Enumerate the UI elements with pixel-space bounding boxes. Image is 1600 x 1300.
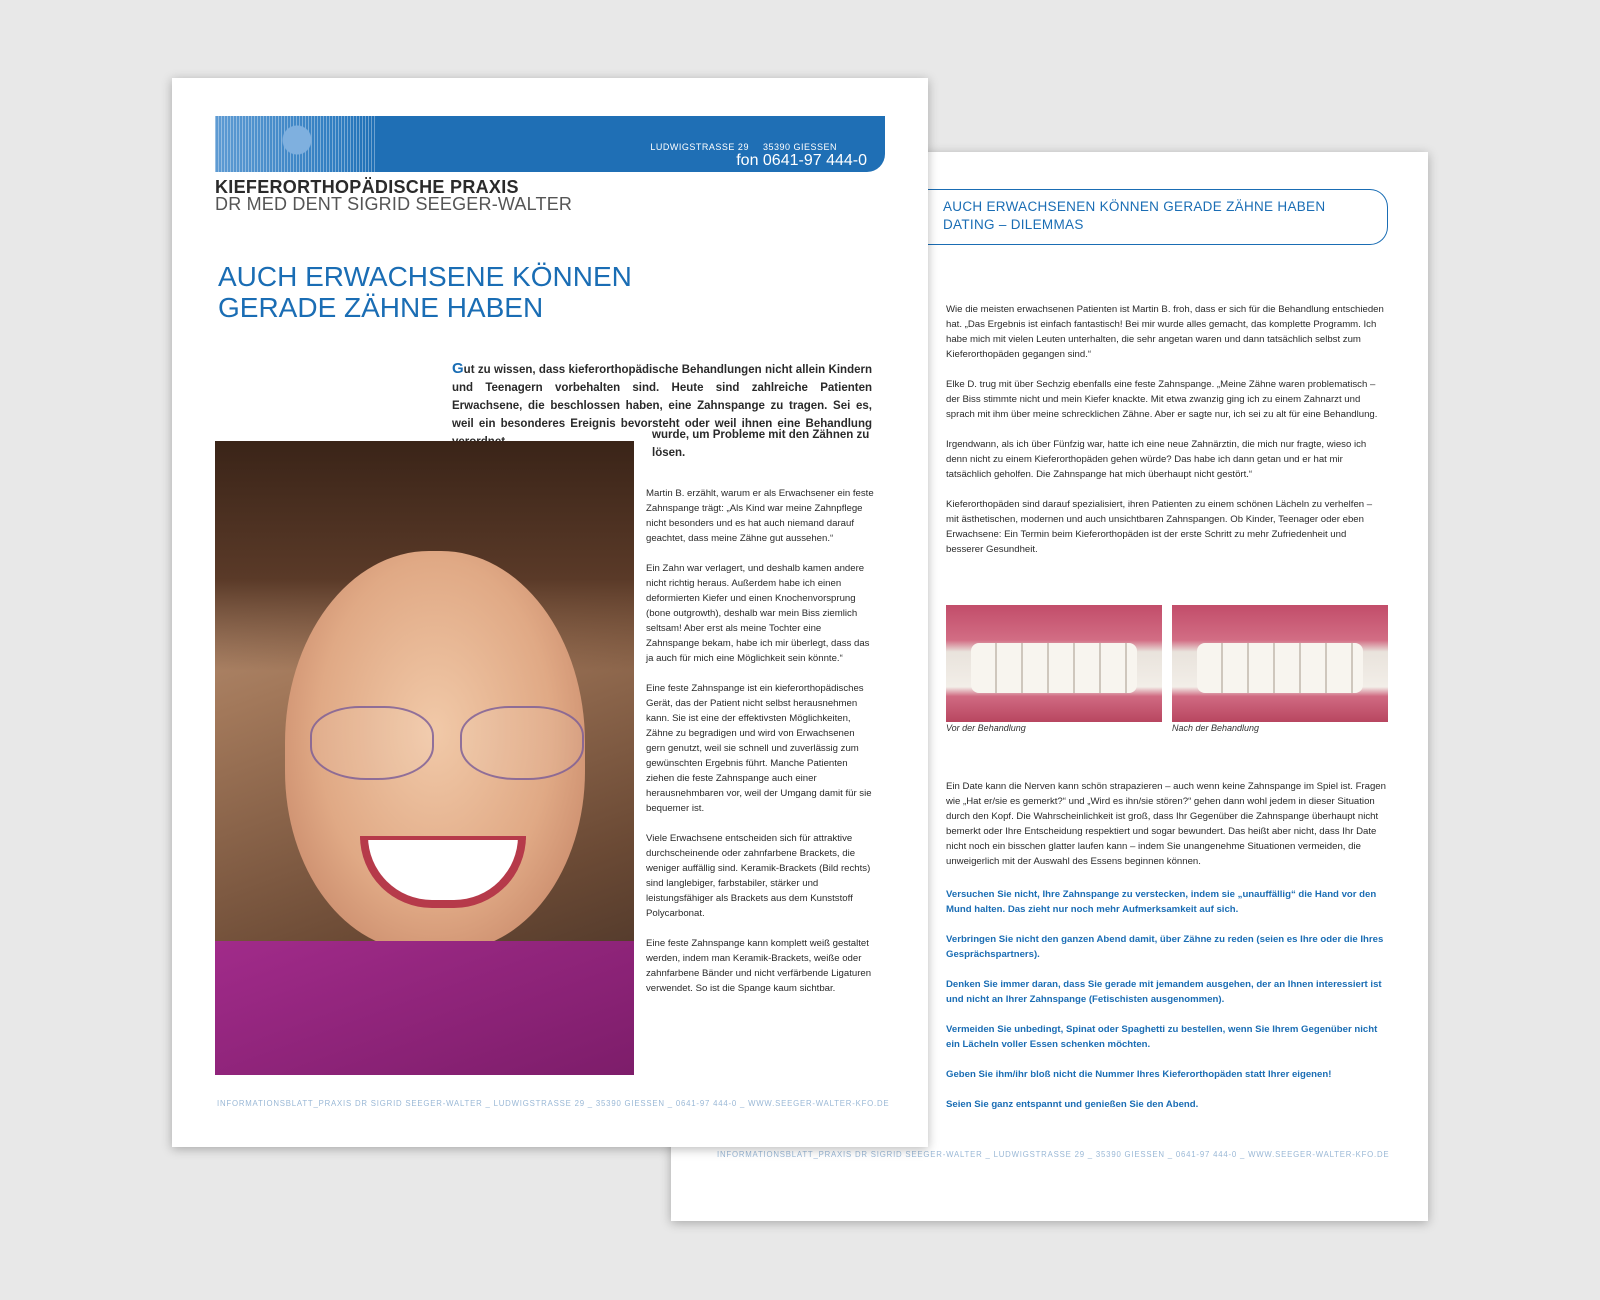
front-paragraph: Ein Zahn war verlagert, und deshalb kamen andere nicht richtig heraus. Außerdem habe ich einen deformierten Kiefer und einen Knochenvorsprung (bone outgrowth), deshalb war mein Biss ziemlich seltsam! Aber erst als meine Tochter eine Zahnspange bekam, habe ich mir überlegt, dass das ja auch für mich eine Möglichkeit sein könnte.“ [646,563,870,664]
tip-item: Geben Sie ihm/ihr bloß nicht die Nummer Ihres Kieferorthopäden statt Ihrer eigenen! [946,1069,1332,1080]
front-paragraph: Martin B. erzählt, warum er als Erwachsener ein feste Zahnspange trägt: „Als Kind war meine Zahnpflege nicht besonders und es hat auch niemand darauf geachtet, dass meine Zähne gut aussehen.“ [646,488,874,544]
page-title [218,261,718,323]
tip-item: Verbringen Sie nicht den ganzen Abend damit, über Zähne zu reden (seien es Ihre oder die Ihres Gesprächspartners). [946,934,1384,960]
back-paragraph: Wie die meisten erwachsenen Patienten ist Martin B. froh, dass er sich für die Behandlung entschieden hat. „Das Ergebnis ist einfach fantastisch! Bei mir wurde alles gemacht, das komplette Programm. Ich habe mich mit vielen Leuten unterhalten, die sehr angetan waren und dann tatsächlich selbst zum Kieferorthopäden gegangen sind.“ [946,304,1384,360]
woman-portrait-photo [215,441,634,1075]
doctor-portrait-graphic [215,116,375,172]
header-band [215,116,885,172]
front-paragraph: Eine feste Zahnspange kann komplett weiß gestaltet werden, indem man Keramik-Brackets, weiße oder zahnfarbene Bänder und nicht verfärbende Ligaturen verwendet. So ist die Spange kaum sichtbar. [646,938,872,994]
tip-item: Seien Sie ganz entspannt und genießen Sie den Abend. [946,1099,1199,1110]
title-line2: GERADE ZÄHNE HABEN [218,292,544,323]
front-footer: INFORMATIONSBLATT_PRAXIS DR SIGRID SEEGER-WALTER _ LUDWIGSTRASSE 29 _ 35390 GIESSEN _ 0641-97 444-0 _ WWW.SEEGER-WALTER-KFO.DE [217,1099,890,1108]
back-paragraph: Elke D. trug mit über Sechzig ebenfalls eine feste Zahnspange. „Meine Zähne waren problematisch – der Biss stimmte nicht und mein Kiefer knackte. Mit etwa zwanzig ging ich zu einem Zahnarzt und sprach mit ihm über meine schrecklichen Zähne. Aber er sagte nur, ich sei zu alt für eine Behandlung. [946,379,1378,420]
title-line1: AUCH ERWACHSENE KÖNNEN [218,261,632,292]
intro-dropcap: G [452,360,464,377]
header-address [636,142,837,152]
dating-text: Ein Date kann die Nerven kann schön strapazieren – auch wenn keine Zahnspange im Spiel ist. Fragen wie „Hat er/sie es gemerkt?“ und „Wird es ihn/sie stören?“ gehen dann wohl jedem in dieser Situation durch den Kopf. Die Wahrscheinlichkeit ist groß, dass Ihr Gegenüber die Zahnspange überhaupt nicht bemerkt oder Ihre Entscheidung respektiert und sogar bewundert. Das heißt aber nicht, dass Ihr Date nicht noch ein bisschen glatter laufen kann – indem Sie unangenehme Situationen vermeiden, die unweigerlich mit der Auswahl des Essens beginnen können. [946,781,1386,867]
front-page [172,78,928,1147]
back-body-text [946,302,1386,572]
tip-item: Vermeiden Sie unbedingt, Spinat oder Spaghetti zu bestellen, wenn Sie Ihrem Gegenüber nicht ein Lächeln voller Essen schenken möchten. [946,1024,1378,1050]
caption-after: Nach der Behandlung [1172,723,1260,733]
back-footer: INFORMATIONSBLATT_PRAXIS DR SIGRID SEEGER-WALTER _ LUDWIGSTRASSE 29 _ 35390 GIESSEN _ 0641-97 444-0 _ WWW.SEEGER-WALTER-KFO.DE [717,1150,1390,1159]
header-phone: fon 0641-97 444-0 [736,152,867,169]
practice-name: KIEFERORTHOPÄDISCHE PRAXIS [215,177,519,197]
intro-text: ut zu wissen, dass kieferorthopädische Behandlungen nicht allein Kindern und Teenagern vorbehalten sind. Heute sind zahlreiche Patienten Erwachsene, die beschlossen haben, eine Zahnspange zu tragen. Sei es, weil ein besonderes Ereignis bevorsteht oder weil ihnen eine Behandlung [452,364,872,430]
intro-paragraph-end: wurde, um Probleme mit den Zähnen zu lösen. [652,429,870,459]
dating-tips [946,887,1386,1127]
teeth-after-photo [1172,605,1388,722]
practice-doctor: DR MED DENT SIGRID SEEGER-WALTER [215,194,573,214]
tip-item: Versuchen Sie nicht, Ihre Zahnspange zu verstecken, indem sie „unauffällig“ die Hand vor den Mund halten. Das zieht nur noch mehr Aufmerksamkeit auf sich. [946,889,1377,915]
back-header-line2: DATING – DILEMMAS [943,217,1084,232]
back-paragraph: Kieferorthopäden sind darauf spezialisiert, ihren Patienten zu einem schönen Lächeln zu verhelfen – mit ästhetischen, modernen und auch unsichtbaren Zahnspangen. Ob Kinder, Teenager oder eben Erwachsene: Ein Termin beim Kieferorthopäden ist der erste Schritt zu mehr Zufriedenheit und besserer Gesundheit. [946,499,1373,555]
tip-item: Denken Sie immer daran, dass Sie gerade mit jemandem ausgehen, der an Ihnen interessiert ist und nicht an Ihrer Zahnspange (Fetischisten ausgenommen). [946,979,1382,1005]
front-paragraph: Eine feste Zahnspange ist ein kieferorthopädisches Gerät, das der Patient nicht selbst herausnehmen kann. Sie ist eine der effektivsten Möglichkeiten, Zähne zu begradigen und wird von Erwachsenen gern genutzt, weil sie schnell und zuverlässig zum gewünschten Ergebnis führt. Manche Patienten ziehen die feste Zahnspange auch einer herausnehmbaren vor, weil der Umgang damit für sie bequemer ist. [646,683,872,814]
header-city: 35390 GIESSEN [762,142,837,152]
front-body-text [646,486,876,1011]
header-street: LUDWIGSTRASSE 29 [650,142,749,152]
caption-before: Vor der Behandlung [946,723,1026,733]
teeth-before-photo [946,605,1162,722]
back-header-line1: AUCH ERWACHSENEN KÖNNEN GERADE ZÄHNE HABEN [943,199,1326,214]
front-paragraph: Viele Erwachsene entscheiden sich für attraktive durchscheinende oder zahnfarbene Brackets, die weniger auffällig sind. Keramik-Brackets (Bild rechts) sind langlebiger, farbstabiler, stärker und leistungsfähiger als Brackets aus dem Kunststoff Polycarbonat. [646,833,871,919]
back-header-title [943,198,1325,234]
back-paragraph: Irgendwann, als ich über Fünfzig war, hatte ich eine neue Zahnärztin, die mich nur fragte, wieso ich denn nicht zu einem Kieferorthopäden gehen würde? Das habe ich dann getan und er hat mir tatsächlich geholfen. Die Zahnspange hat mich überhaupt nicht gestört.“ [946,439,1367,480]
